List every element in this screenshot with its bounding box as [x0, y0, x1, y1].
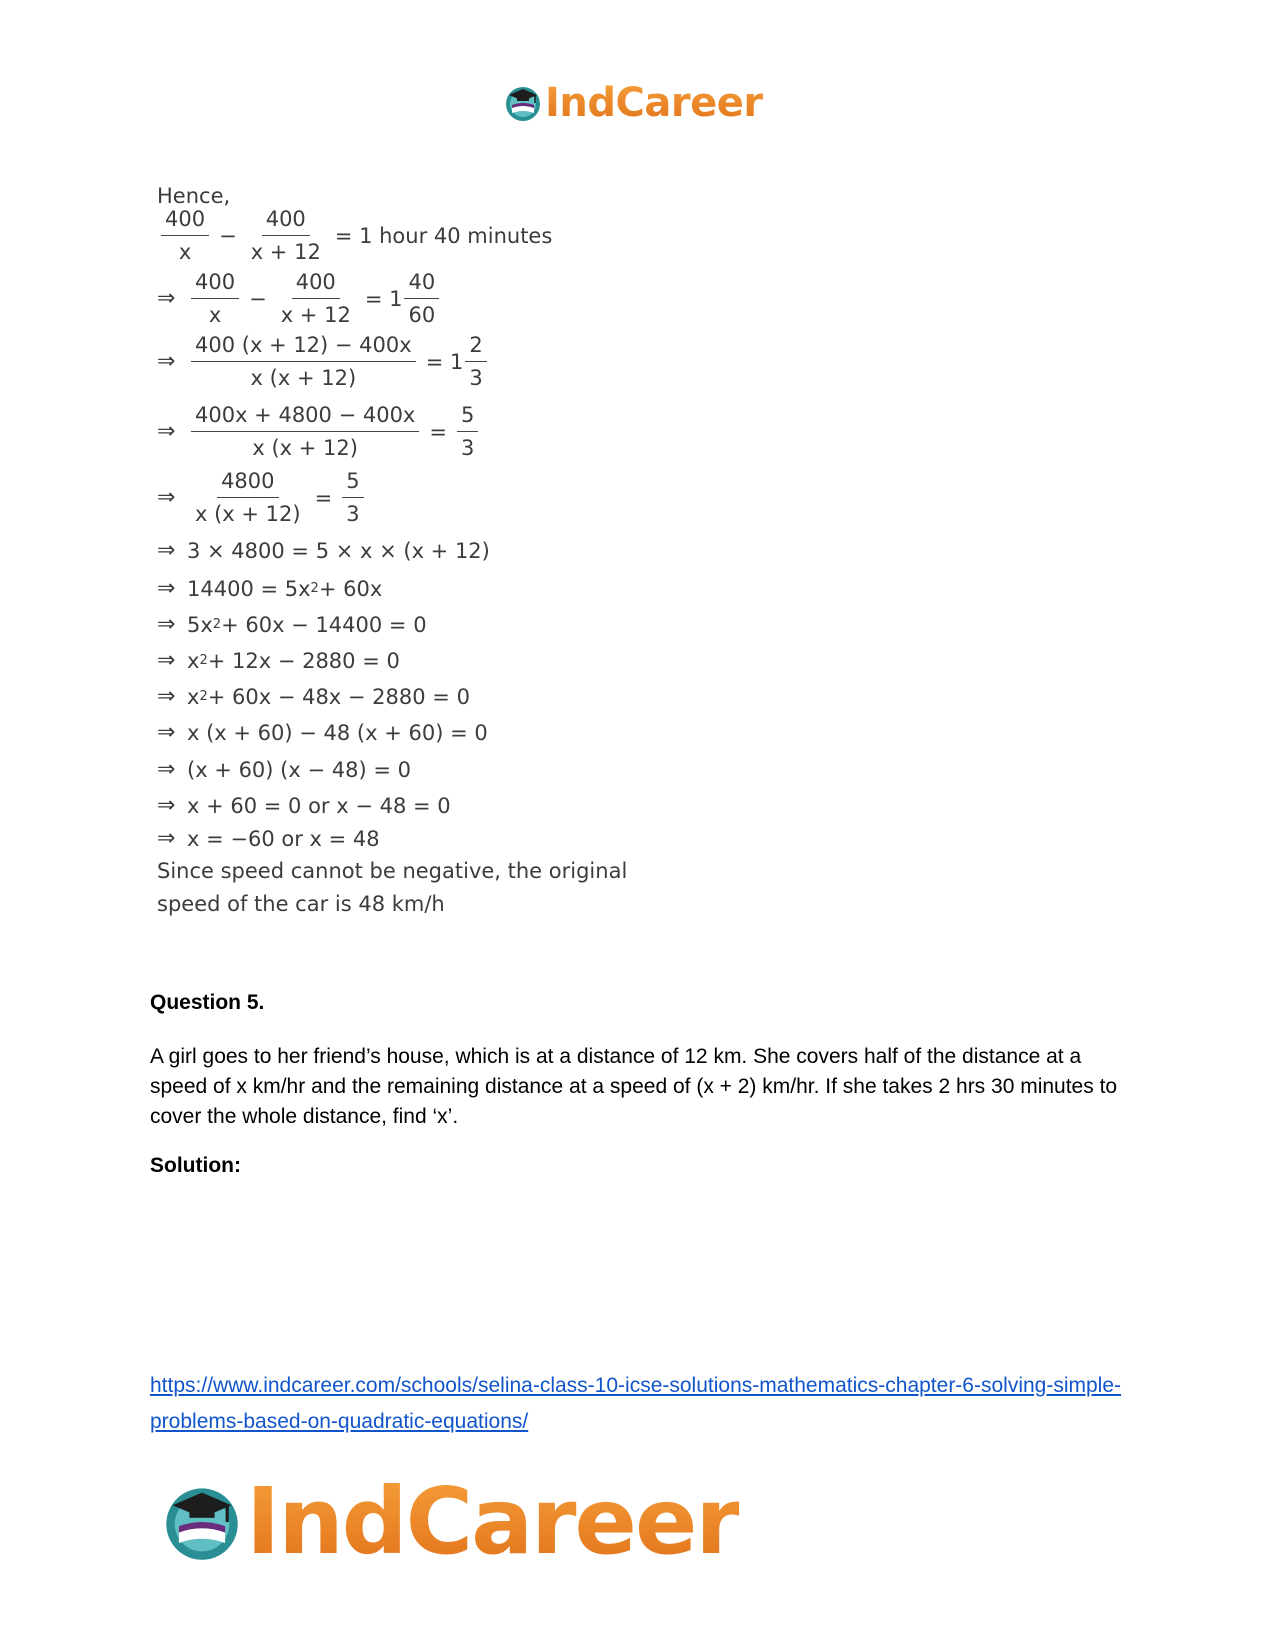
logo-wordmark: IndCareer: [545, 80, 763, 126]
header-logo: [503, 80, 763, 126]
equation-line-13: ⇒ x + 60 = 0 or x − 48 = 0: [157, 793, 451, 818]
equation-line-1: $\frac{400}{x}$ − $\frac{400}{x + 12}$ = 1 hour 40 minutes: [157, 206, 558, 265]
solution-title: Solution:: [150, 1154, 241, 1177]
conclusion-line-1: Since speed cannot be negative, the original: [157, 859, 628, 883]
source-link[interactable]: https://www.indcareer.com/schools/selina-class-10-icse-solutions-mathematics-chapter-6-solving-simple-problems-based-on-quadratic-equations/: [150, 1374, 1122, 1433]
equation-line-10: ⇒ x 2 + 60x − 48x − 2880 = 0: [157, 684, 470, 709]
equation-line-4: ⇒ $\frac{400x + 4800 - 400x}{x (x + 12)}$ = $\frac{5}{3}$: [157, 402, 482, 461]
conclusion-line-2: speed of the car is 48 km/h: [157, 892, 445, 916]
logo-wordmark: IndCareer: [246, 1468, 739, 1575]
graduation-cap-book-icon: [160, 1480, 244, 1564]
equation-line-7: ⇒ 14400 = 5x 2 + 60x: [157, 576, 383, 601]
equation-line-9: ⇒ x 2 + 12x − 2880 = 0: [157, 648, 400, 673]
equation-line-8: ⇒ 5x 2 + 60x − 14400 = 0: [157, 612, 427, 637]
equation-line-12: ⇒ (x + 60) (x − 48) = 0: [157, 757, 411, 782]
equation-line-11: ⇒ x (x + 60) − 48 (x + 60) = 0: [157, 720, 488, 745]
question-text: A girl goes to her friend’s house, which is at a distance of 12 km. She covers half of the distance at a speed of x km/hr and the remaining distance at a speed of (x + 2) km/hr. If she takes 2 hrs 30 minutes to cover the whole distance, find ‘x’.: [150, 1045, 1118, 1128]
equation-line-6: ⇒ 3 × 4800 = 5 × x × (x + 12): [157, 538, 490, 563]
equation-line-3: ⇒ $\frac{400 (x + 12) - 400x}{x (x + 12)}$ = 1 $\frac{2}{3}$: [157, 332, 491, 391]
footer-logo: [160, 1468, 739, 1575]
equation-line-14: ⇒ x = −60 or x = 48: [157, 826, 380, 851]
equation-line-5: ⇒ $\frac{4800}{x (x + 12)}$ = $\frac{5}{3}$: [157, 468, 368, 527]
equation-line-2: ⇒ $\frac{400}{x}$ − $\frac{400}{x + 12}$ = 1 $\frac{40}{60}$: [157, 269, 443, 328]
question-title: Question 5.: [150, 991, 265, 1014]
hence-label: Hence,: [157, 184, 231, 208]
graduation-cap-book-icon: [503, 83, 543, 123]
